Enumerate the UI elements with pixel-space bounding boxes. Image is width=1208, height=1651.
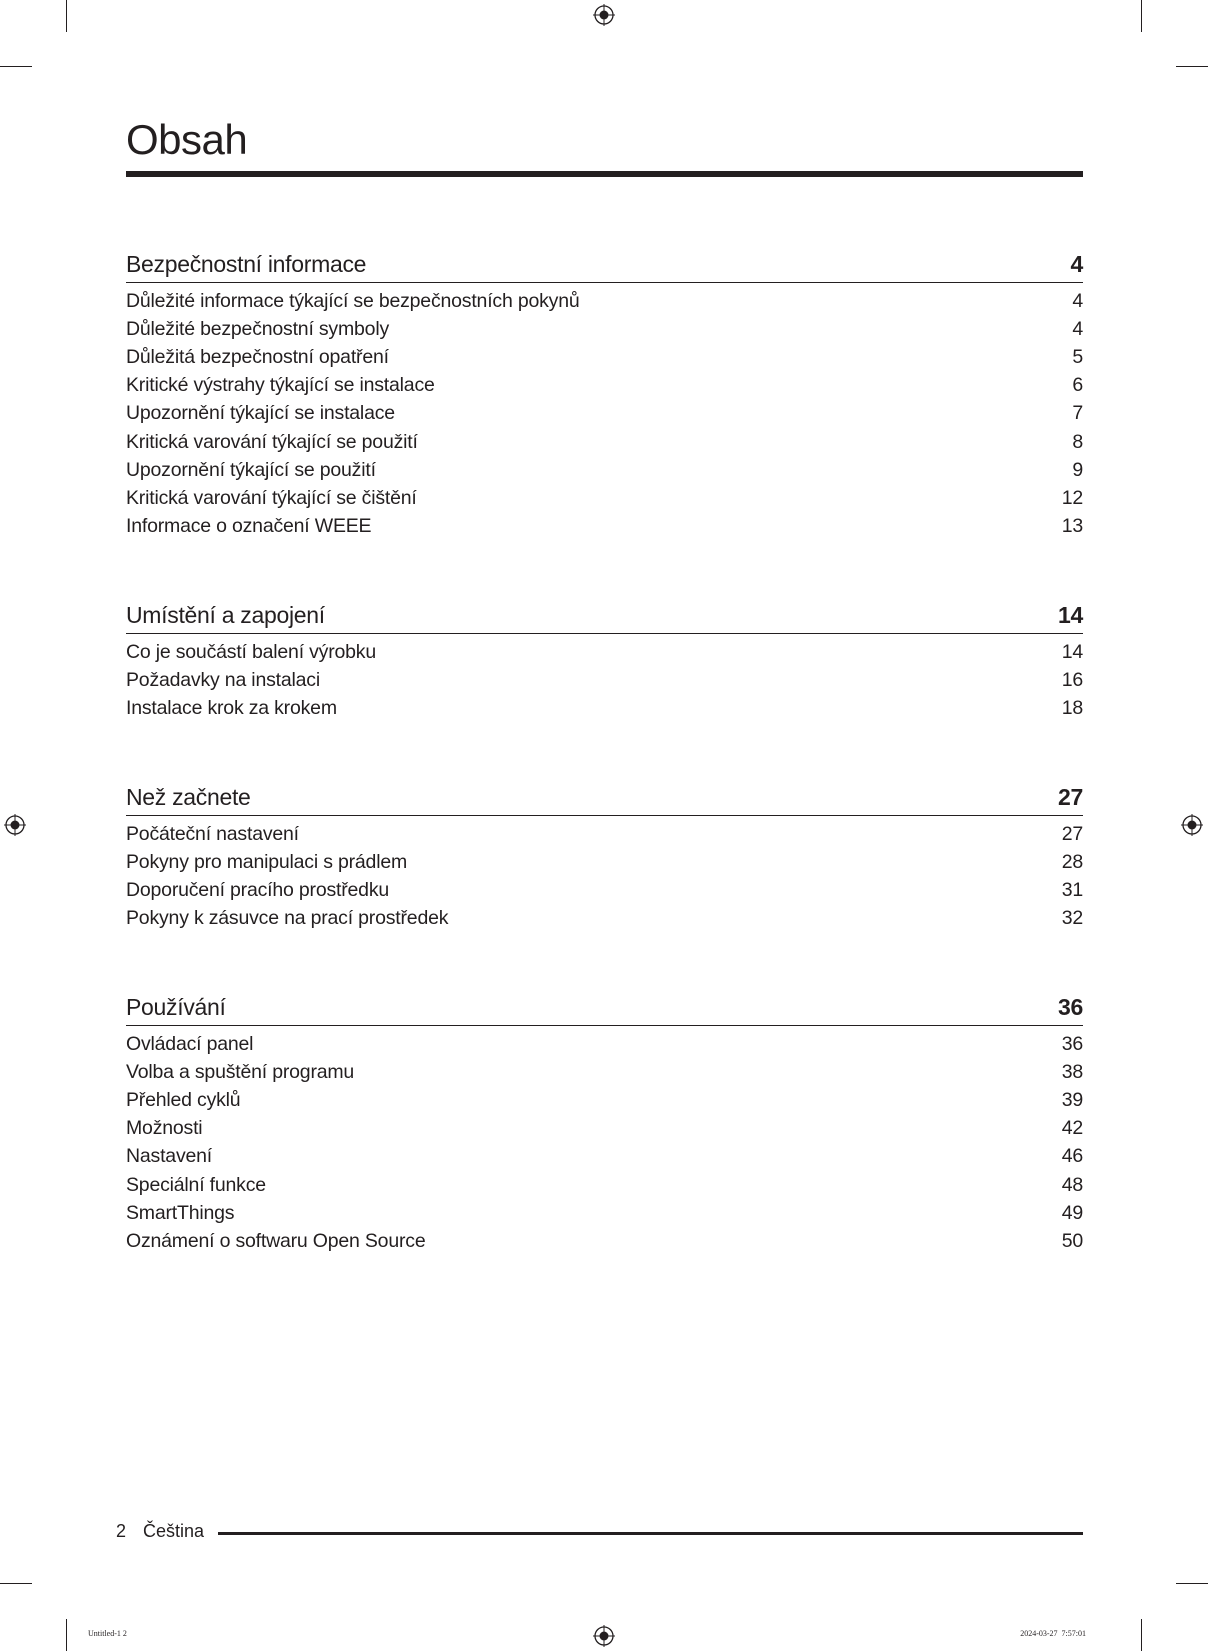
- toc-entry-page: 7: [1072, 402, 1083, 425]
- toc-entry-label: Instalace krok za krokem: [126, 696, 337, 719]
- toc-entry-page: 42: [1061, 1117, 1083, 1140]
- toc-section-heading[interactable]: [126, 775, 1083, 816]
- registration-mark-icon: [593, 1625, 615, 1647]
- toc-entry-page: 39: [1061, 1088, 1083, 1111]
- toc-entry-label: SmartThings: [126, 1201, 235, 1224]
- toc-entry-label: Oznámení o softwaru Open Source: [126, 1229, 426, 1252]
- toc-section-page: 4: [1070, 251, 1083, 277]
- crop-mark: [0, 1583, 32, 1584]
- toc-entry[interactable]: [126, 1086, 1083, 1114]
- toc-entry[interactable]: [126, 1143, 1083, 1171]
- toc-section: [126, 593, 1083, 723]
- toc-entry-list: [126, 1030, 1083, 1256]
- toc-entry-page: 46: [1061, 1145, 1083, 1168]
- toc-entry-label: Kritické výstrahy týkající se instalace: [126, 374, 435, 397]
- crop-mark: [66, 1619, 67, 1651]
- toc-entry[interactable]: [126, 1030, 1083, 1058]
- toc-section-heading[interactable]: [126, 593, 1083, 634]
- toc-entry-label: Požadavky na instalaci: [126, 668, 320, 691]
- toc-entry-list: [126, 820, 1083, 933]
- crop-mark: [1176, 66, 1208, 67]
- toc-section-page: 14: [1058, 602, 1083, 628]
- toc-entry-page: 32: [1061, 907, 1083, 930]
- toc-entry-page: 4: [1072, 289, 1083, 312]
- toc-entry[interactable]: [126, 694, 1083, 722]
- toc-entry-page: 5: [1072, 345, 1083, 368]
- toc-entry-label: Pokyny pro manipulaci s prádlem: [126, 850, 408, 873]
- toc-entry-page: 31: [1061, 878, 1083, 901]
- toc-entry-page: 36: [1061, 1032, 1083, 1055]
- toc-section-title: Umístění a zapojení: [126, 602, 325, 628]
- toc-entry-label: Důležitá bezpečnostní opatření: [126, 345, 389, 368]
- toc-section-title: Používání: [126, 994, 226, 1020]
- toc-entry[interactable]: [126, 1058, 1083, 1086]
- toc-entry-page: 27: [1061, 822, 1083, 845]
- registration-mark-icon: [1181, 814, 1203, 836]
- toc-entry-label: Důležité informace týkající se bezpečnostních pokynů: [126, 289, 580, 312]
- toc-section-page: 27: [1058, 784, 1083, 810]
- toc-entry-label: Doporučení pracího prostředku: [126, 878, 390, 901]
- registration-mark-icon: [4, 814, 26, 836]
- toc-section-title: Než začnete: [126, 784, 251, 810]
- toc-section-heading[interactable]: [126, 242, 1083, 283]
- toc-entry-page: 38: [1061, 1060, 1083, 1083]
- page-title: Obsah: [126, 116, 248, 163]
- toc-entry-label: Upozornění týkající se použití: [126, 458, 376, 481]
- toc-entry[interactable]: [126, 343, 1083, 371]
- title-rule: [126, 171, 1083, 177]
- crop-mark: [1176, 1583, 1208, 1584]
- toc-entry[interactable]: [126, 638, 1083, 666]
- toc-section-heading[interactable]: [126, 985, 1083, 1026]
- toc-entry-page: 49: [1061, 1201, 1083, 1224]
- toc-entry[interactable]: [126, 666, 1083, 694]
- toc-entry[interactable]: [126, 1199, 1083, 1227]
- toc-entry[interactable]: [126, 315, 1083, 343]
- toc-entry[interactable]: [126, 287, 1083, 315]
- registration-mark-icon: [593, 4, 615, 26]
- toc-entry-label: Speciální funkce: [126, 1173, 266, 1196]
- toc-entry-label: Volba a spuštění programu: [126, 1060, 355, 1083]
- toc-section-title: Bezpečnostní informace: [126, 251, 367, 277]
- toc-entry-page: 14: [1061, 640, 1083, 663]
- toc-entry[interactable]: [126, 820, 1083, 848]
- toc-entry-page: 13: [1061, 515, 1083, 538]
- toc-entry[interactable]: [126, 1171, 1083, 1199]
- toc-entry-label: Důležité bezpečnostní symboly: [126, 317, 390, 340]
- print-slug-right: 2024-03-27 7:57:01: [1020, 1629, 1086, 1638]
- print-slug-left: Untitled-1 2: [88, 1629, 127, 1638]
- toc-entry[interactable]: [126, 428, 1083, 456]
- footer-rule: [218, 1532, 1083, 1535]
- crop-mark: [66, 0, 67, 32]
- toc-entry-page: 48: [1061, 1173, 1083, 1196]
- footer-language: Čeština: [143, 1521, 205, 1541]
- toc-entry-list: [126, 287, 1083, 541]
- toc-entry-page: 16: [1061, 668, 1083, 691]
- toc-entry-page: 50: [1061, 1229, 1083, 1252]
- toc-entry-label: Počáteční nastavení: [126, 822, 299, 845]
- toc-entry[interactable]: [126, 372, 1083, 400]
- toc-entry-page: 28: [1061, 850, 1083, 873]
- toc-entry[interactable]: [126, 456, 1083, 484]
- toc-entry-page: 12: [1061, 486, 1083, 509]
- toc-entry-label: Přehled cyklů: [126, 1088, 241, 1111]
- toc-entry-label: Možnosti: [126, 1117, 203, 1140]
- toc-entry-label: Upozornění týkající se instalace: [126, 402, 395, 425]
- toc-entry[interactable]: [126, 1227, 1083, 1255]
- toc-entry-label: Informace o označení WEEE: [126, 515, 372, 538]
- crop-mark: [0, 66, 32, 67]
- toc-entry-list: [126, 638, 1083, 723]
- toc-entry-page: 8: [1072, 430, 1083, 453]
- toc-entry[interactable]: [126, 876, 1083, 904]
- toc-entry[interactable]: [126, 513, 1083, 541]
- toc-entry-page: 18: [1061, 696, 1083, 719]
- toc-entry-page: 6: [1072, 374, 1083, 397]
- toc-entry-page: 4: [1072, 317, 1083, 340]
- toc-section-page: 36: [1058, 994, 1083, 1020]
- toc-section: [126, 985, 1083, 1256]
- toc-entry-label: Kritická varování týkající se čištění: [126, 486, 417, 509]
- toc-entry[interactable]: [126, 1115, 1083, 1143]
- toc-entry[interactable]: [126, 905, 1083, 933]
- crop-mark: [1141, 0, 1142, 32]
- toc-entry-label: Kritická varování týkající se použití: [126, 430, 418, 453]
- toc-entry-label: Nastavení: [126, 1145, 212, 1168]
- toc-section: [126, 242, 1083, 541]
- footer-page-number: 2: [116, 1521, 127, 1541]
- toc-entry[interactable]: [126, 484, 1083, 512]
- toc-section: [126, 775, 1083, 933]
- toc-entry-page: 9: [1072, 458, 1083, 481]
- toc-entry[interactable]: [126, 400, 1083, 428]
- crop-mark: [1141, 1619, 1142, 1651]
- toc-entry-label: Co je součástí balení výrobku: [126, 640, 377, 663]
- toc-entry[interactable]: [126, 848, 1083, 876]
- toc-entry-label: Pokyny k zásuvce na prací prostředek: [126, 907, 449, 930]
- toc-entry-label: Ovládací panel: [126, 1032, 254, 1055]
